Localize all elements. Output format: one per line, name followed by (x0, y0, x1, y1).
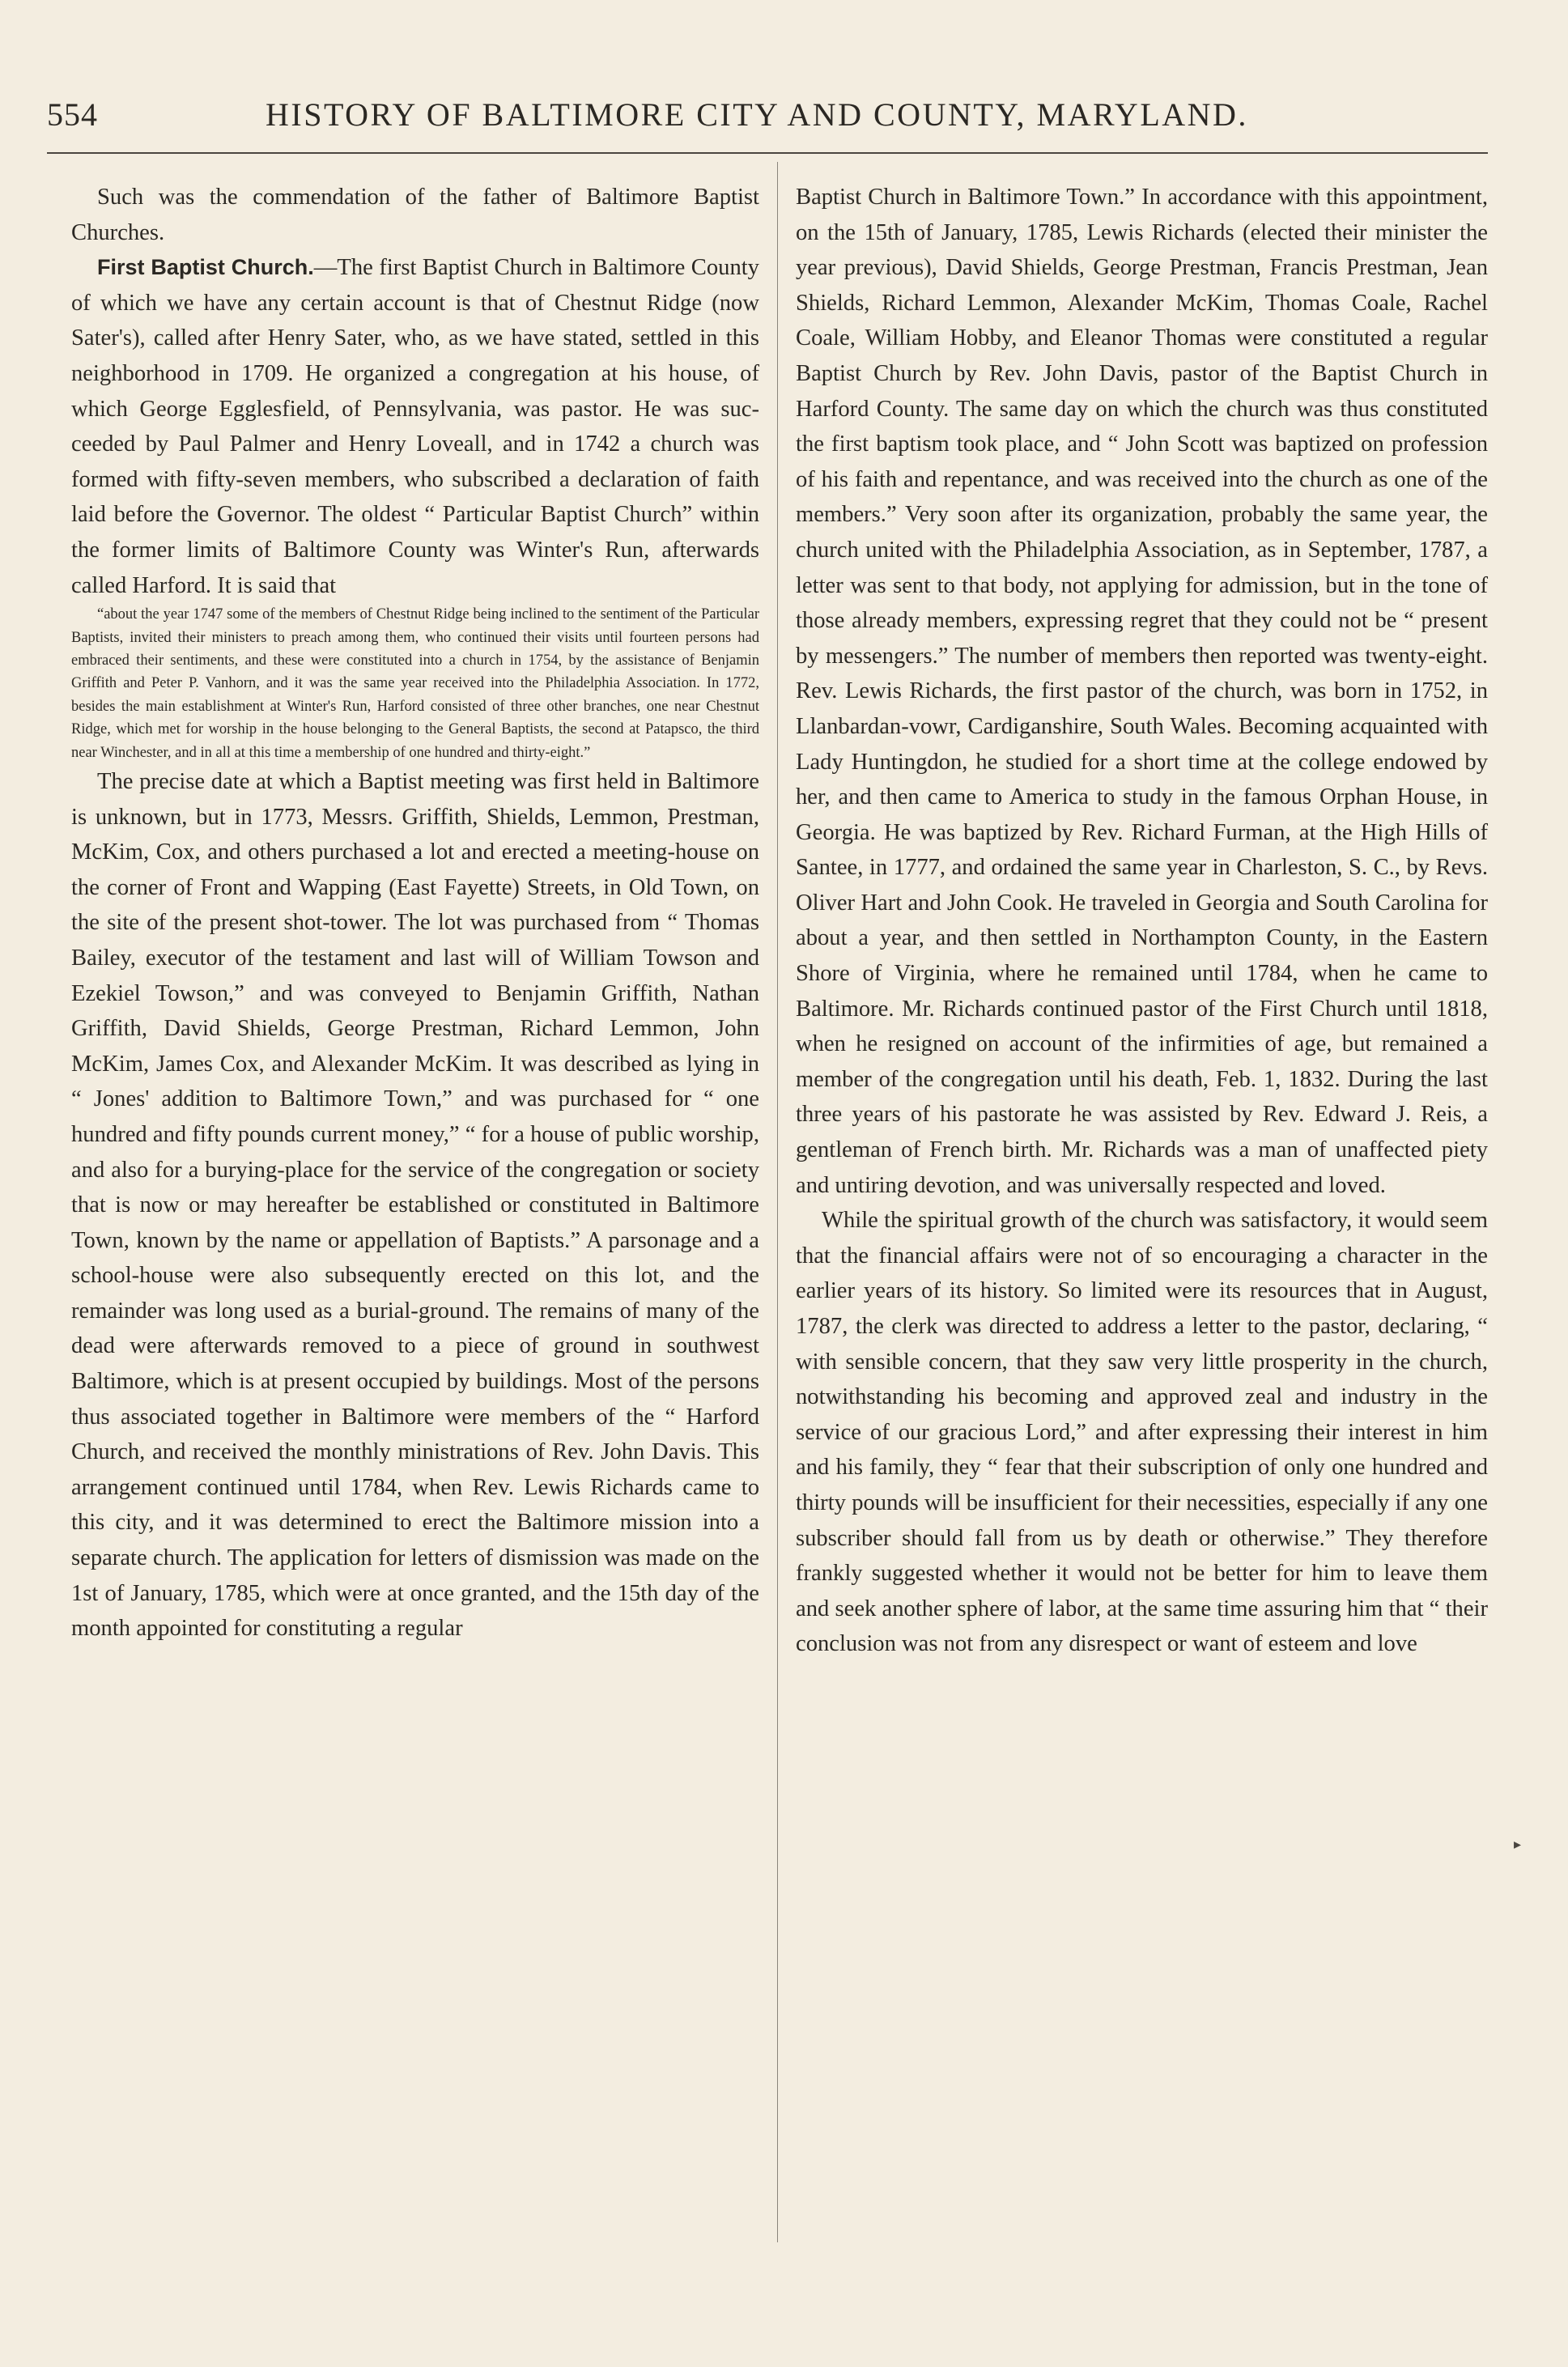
page-number: 554 (47, 96, 98, 133)
column-divider (777, 162, 778, 2242)
right-column (796, 180, 1488, 1662)
paragraph-text: —The first Baptist Church in Baltimore County of which we have any certain account is that of Chestnut Ridge (now Sater's), called after Henry Sater, who, as we have stated, settled in this neighborhood in 1709. He organized a congregation at his house, of which George Egglesfield, of Pennsylvania, was pastor. He was succeeded by Paul Palmer and Henry Loveall, and in 1742 a church was formed with fifty-seven members, who subscribed a declaration of faith laid before the Governor. The oldest “ Particular Baptist Church” within the former limits of Baltimore County was Winter's Run, afterwards called Harford. It is said that (71, 255, 759, 598)
header-rule (47, 152, 1488, 154)
margin-mark-icon: ▸ (1514, 1836, 1522, 1852)
paragraph: While the spiritual growth of the church was satisfactory, it would seem that the financial affairs were not of so encouraging a character in the earlier years of its history. So limited were its resources that in August, 1787, the clerk was directed to address a letter to the pastor, declaring, “ with sensible concern, that they saw very little prosperity in the church, notwithstanding his becoming and approved zeal and industry in the service of our gracious Lord,” and after expressing their interest in him and his family, they “ fear that their subscription of only one hundred and thirty pounds will be insufficient for their necessities, especially if any one subscriber should fall from us by death or otherwise.” They therefore frankly suggested whether it would not be better for him to leave them and seek another sphere of labor, at the same time assuring him that “ their conclusion was not from any disrespect or want of esteem and love (796, 1208, 1488, 1657)
paragraph: Baptist Church in Baltimore Town.” In accordance with this appointment, on the 15th of January, 1785, Lewis Richards (elected their minister the year previous), David Shields, George Prestman, Francis Prestman, Jean Shields, Richard Lemmon, Alexander McKim, Thomas Coale, Rachel Coale, William Hobby, and Eleanor Thomas were constituted a regular Baptist Church by Rev. John Davis, pastor of the Baptist Church in Harford County. The same day on which the church was thus constituted the first baptism took place, and “ John Scott was baptized on profession of his faith and repentance, and was received into the church as one of the members.” Very soon after its organization, probably the same year, the church united with the Philadelphia Association, as in September, 1787, a letter was sent to that body, not applying for admission, but in the tone of those already members, expressing regret that they could not be “ present by messengers.” The number of members then reported was twenty-eight. Rev. Lewis Richards, the first pastor of the church, was born in 1752, in Llanbardan-vowr, Cardiganshire, South Wales. Becoming acquainted with Lady Huntingdon, he studied for a short time at the college endowed by her, and then came to America to study in the famous Orphan House, in Georgia. He was baptized by Rev. Richard Furman, at the High Hills of Santee, in 1777, and ordained the same year in Charleston, S. C., by Revs. Oliver Hart and John Cook. He traveled in Georgia and South Carolina for about a year, and then settled in Northampton County, in the Eastern Shore of Virginia, where he remained until 1784, when he came to Baltimore. Mr. Richards continued pastor of the First Church until 1818, when he resigned on account of the infirmities of age, but remained a member of the congregation until his death, Feb. 1, 1832. During the last three years of his pastorate he was assisted by Rev. Edward J. Reis, a gentleman of French birth. Mr. Richards was a man of unaffected piety and untiring devotion, and was universally respected and loved. (796, 185, 1488, 1198)
left-column (71, 180, 759, 1647)
block-quote: “about the year 1747 some of the members of Chestnut Ridge being inclined to the sentiment of the Particular Baptists, invited their ministers to preach among them, who continued their visits until fourteen persons had embraced their sentiments, and these were constituted into a church in 1754, by the assistance of Benjamin Griffith and Peter P. Vanhorn, and it was the same year received into the Philadelphia Association. In 1772, besides the main establishment at Winter's Run, Harford consisted of three other branches, one near Chestnut Ridge, which met for worship in the house belonging to the General Baptists, the second at Patapsco, the third near Winchester, and in all at this time a membership of one hundred and thirty-eight.” (71, 606, 759, 761)
running-title: HISTORY OF BALTIMORE CITY AND COUNTY, MARYLAND. (266, 96, 1248, 133)
page-header (47, 96, 1488, 144)
section-heading: First Baptist Church. (97, 255, 314, 280)
paragraph: The precise date at which a Baptist meeting was first held in Baltimore is unknown, but in 1773, Messrs. Griffith, Shields, Lemmon, Prestman, McKim, Cox, and others purchased a lot and erected a meeting-house on the corner of Front and Wapping (East Fayette) Streets, in Old Town, on the site of the present shot-tower. The lot was purchased from “ Thomas Bailey, executor of the testament and last will of William Towson and Ezekiel Towson,” and was conveyed to Benjamin Griffith, Nathan Griffith, David Shields, George Prestman, Richard Lemmon, John McKim, James Cox, and Alexander McKim. It was described as lying in “ Jones' addition to Baltimore Town,” and was purchased for “ one hundred and fifty pounds current money,” “ for a house of public worship, and also for a burying-place for the service of the congregation or society that is now or may hereafter be established or constituted in Baltimore Town, known by the name or appellation of Baptists.” A parsonage and a school-house were also subsequently erected on this lot, and the remainder was long used as a burial-ground. The remains of many of the dead were afterwards removed to a piece of ground in southwest Baltimore, which is at present occupied by buildings. Most of the persons thus associated together in Baltimore were members of the “ Harford Church, and received the monthly ministrations of Rev. John Davis. This arrangement continued until 1784, when Rev. Lewis Richards came to this city, and it was determined to erect the Baltimore mission into a separate church. The application for letters of dismission was made on the 1st of January, 1785, which were at once granted, and the 15th day of the month appointed for constituting a regular (71, 768, 759, 1642)
section-paragraph (71, 250, 759, 603)
paragraph: Such was the commendation of the father of Baltimore Baptist Churches. (71, 185, 759, 245)
